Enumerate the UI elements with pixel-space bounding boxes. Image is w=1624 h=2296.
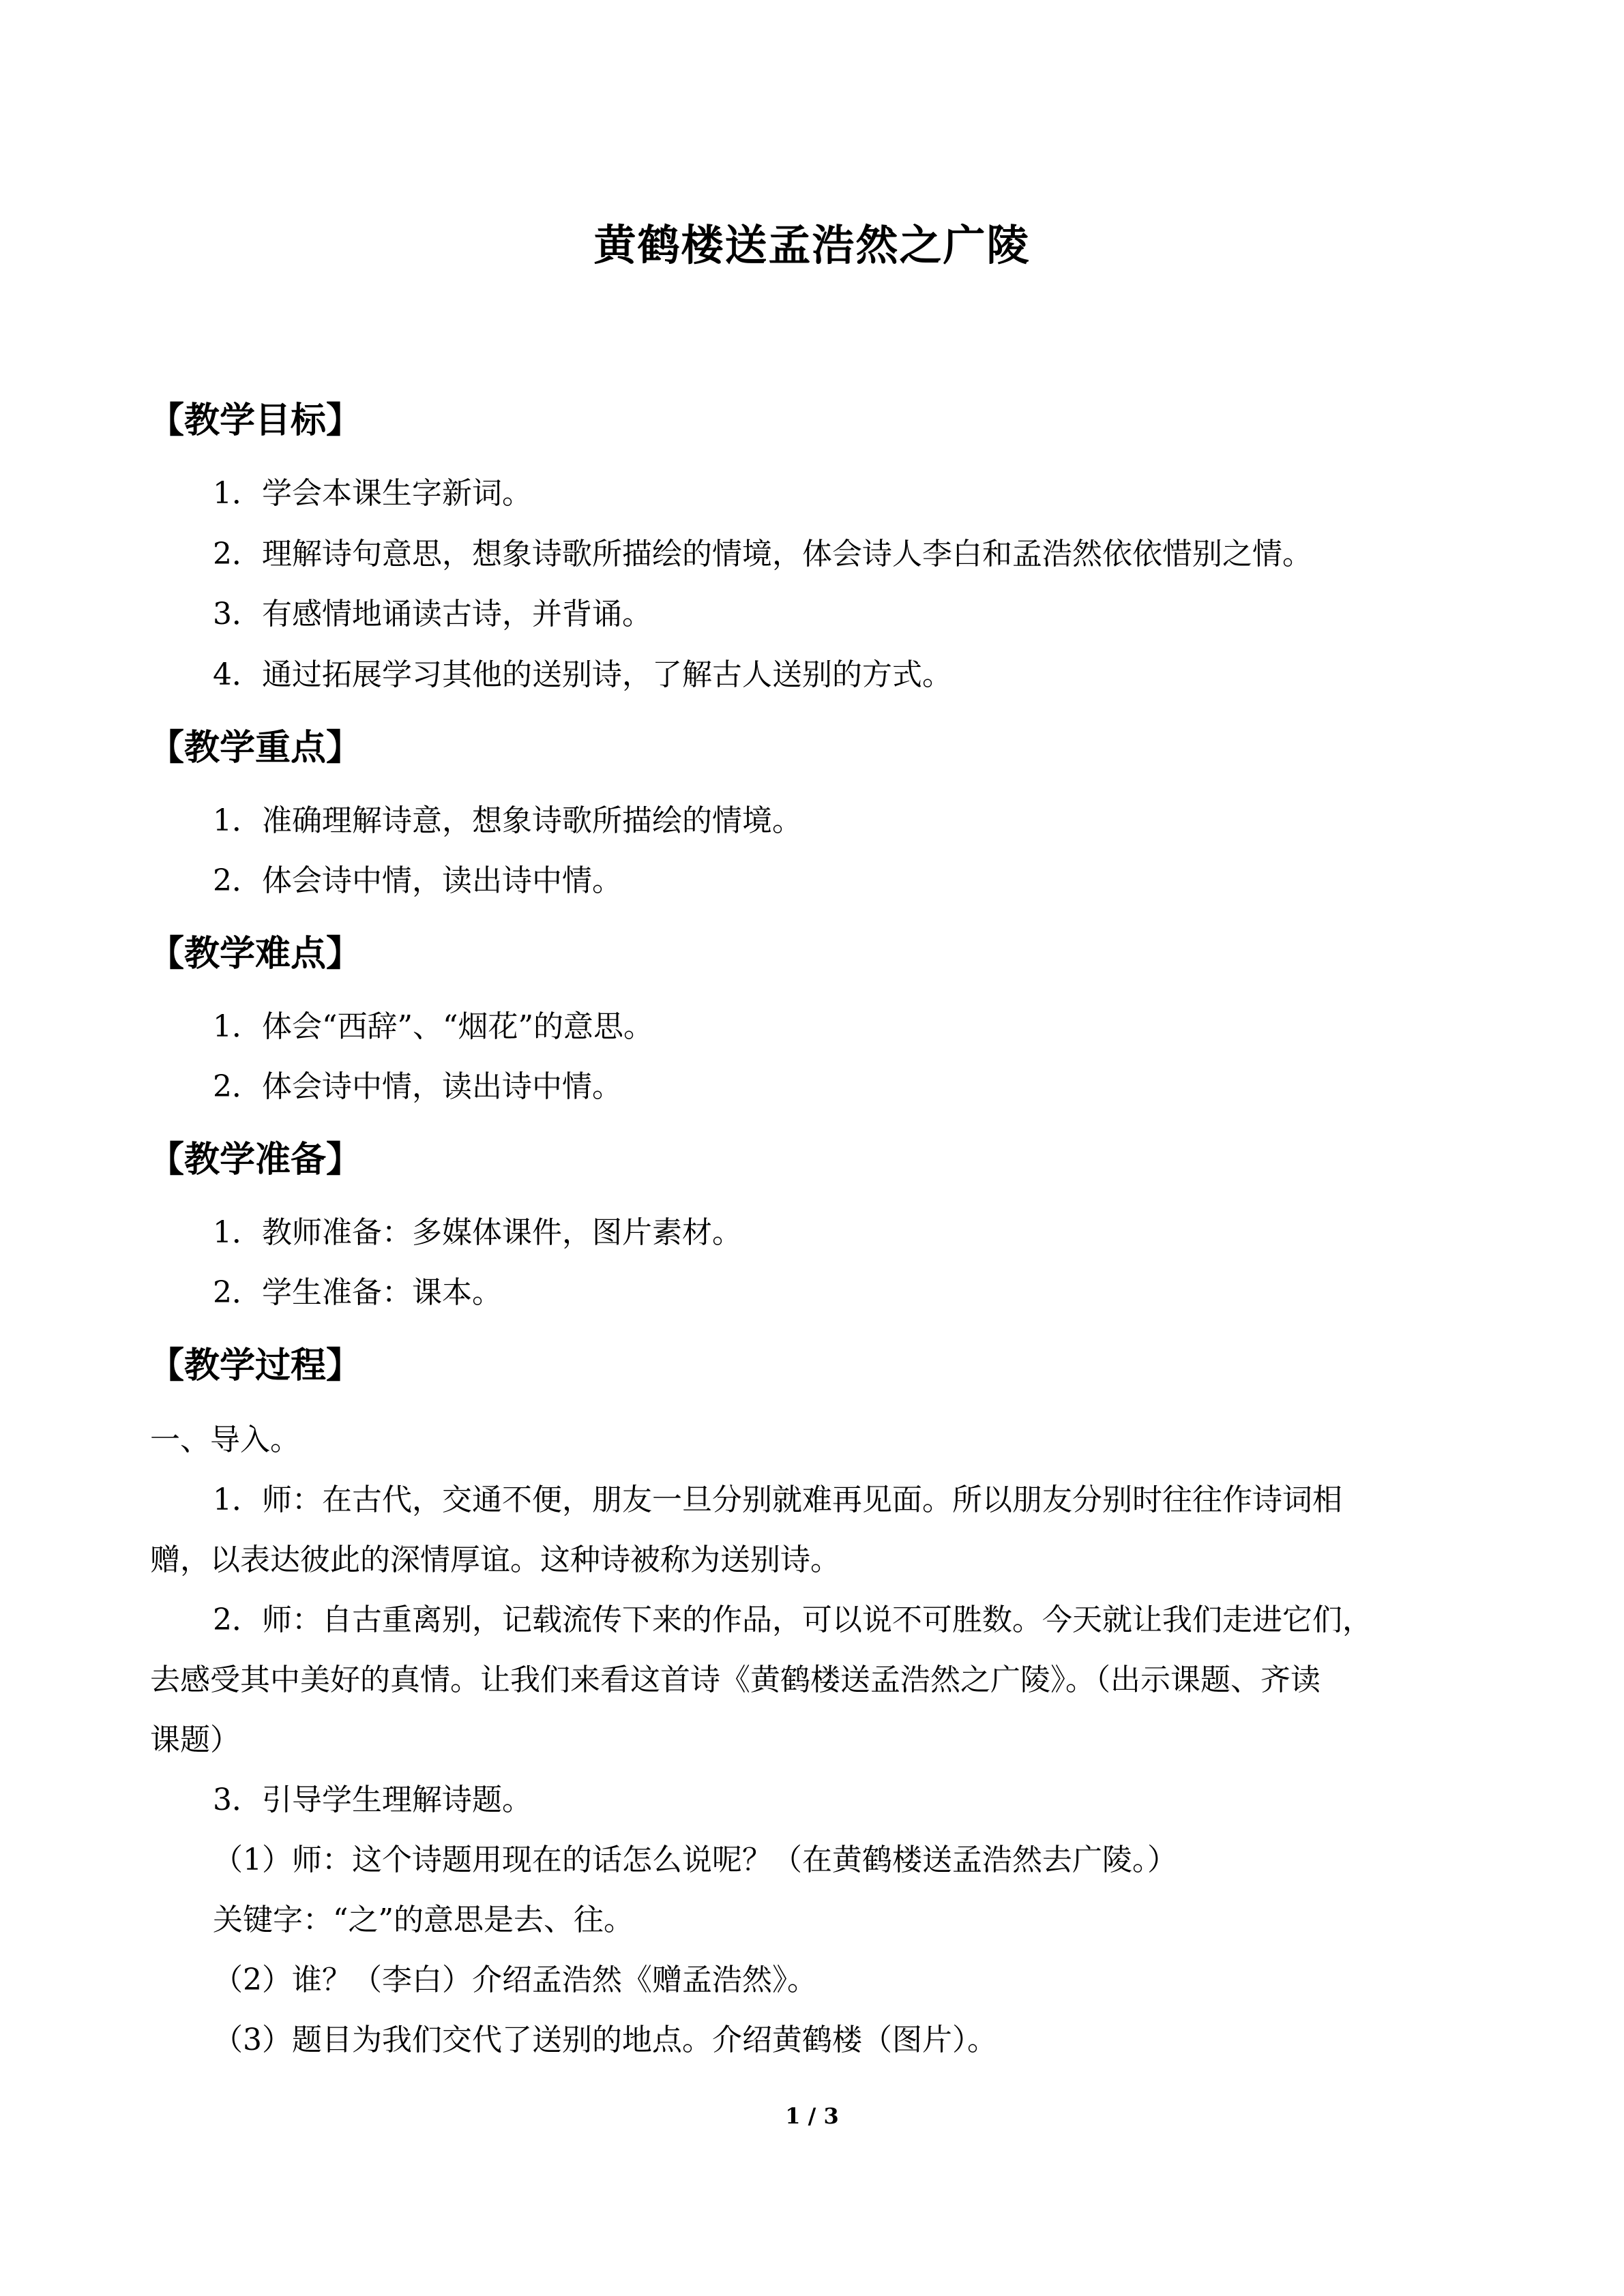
paragraph-line: 去感受其中美好的真情。让我们来看这首诗《黄鹤楼送孟浩然之广陵》。（出示课题、齐读 — [150, 1663, 1320, 1697]
heading-process: 【教学过程】 — [149, 1345, 362, 1386]
paragraph-line: 关键字：“之”的意思是去、往。 — [213, 1903, 634, 1937]
list-item: 3．有感情地诵读古诗，并背诵。 — [213, 597, 652, 631]
paragraph-line: （2）谁？（李白）介绍孟浩然《赠孟浩然》。 — [213, 1963, 817, 1997]
paragraph-line: （1）师：这个诗题用现在的话怎么说呢？（在黄鹤楼送孟浩然去广陵。） — [213, 1843, 1177, 1877]
list-item: 2．学生准备：课本。 — [213, 1275, 502, 1310]
heading-objectives: 【教学目标】 — [149, 400, 362, 441]
paragraph-line: 3．引导学生理解诗题。 — [213, 1783, 532, 1817]
list-item: 2．理解诗句意思，想象诗歌所描绘的情境，体会诗人李白和孟浩然依依惜别之情。 — [213, 537, 1312, 571]
paragraph-line: 1．师：在古代，交通不便，朋友一旦分别就难再见面。所以朋友分别时往往作诗词相 — [213, 1482, 1342, 1517]
paragraph-line: 赠，以表达彼此的深情厚谊。这种诗被称为送别诗。 — [150, 1542, 840, 1577]
list-item: 2．体会诗中情，读出诗中情。 — [213, 863, 622, 898]
list-item: 1．学会本课生字新词。 — [213, 476, 532, 511]
paragraph-line: （3）题目为我们交代了送别的地点。介绍黄鹤楼（图片）。 — [213, 2023, 997, 2057]
heading-difficulties: 【教学难点】 — [149, 934, 362, 974]
paragraph-line: 课题） — [150, 1723, 240, 1757]
list-item: 4．通过拓展学习其他的送别诗，了解古人送别的方式。 — [213, 657, 952, 692]
list-item: 2．体会诗中情，读出诗中情。 — [213, 1069, 622, 1104]
heading-key-points: 【教学重点】 — [149, 728, 362, 769]
list-item: 1．教师准备：多媒体课件，图片素材。 — [213, 1215, 742, 1250]
list-item: 1．准确理解诗意，想象诗歌所描绘的情境。 — [213, 803, 802, 838]
document-title: 黄鹤楼送孟浩然之广陵 — [593, 220, 1031, 270]
list-item: 1．体会“西辞”、“烟花”的意思。 — [213, 1009, 653, 1044]
page-number: 1 / 3 — [785, 2103, 839, 2129]
paragraph-line: 2．师：自古重离别，记载流传下来的作品，可以说不可胜数。今天就让我们走进它们， — [213, 1602, 1372, 1637]
heading-preparation: 【教学准备】 — [149, 1139, 362, 1180]
paragraph-line: 一、导入。 — [150, 1422, 300, 1457]
